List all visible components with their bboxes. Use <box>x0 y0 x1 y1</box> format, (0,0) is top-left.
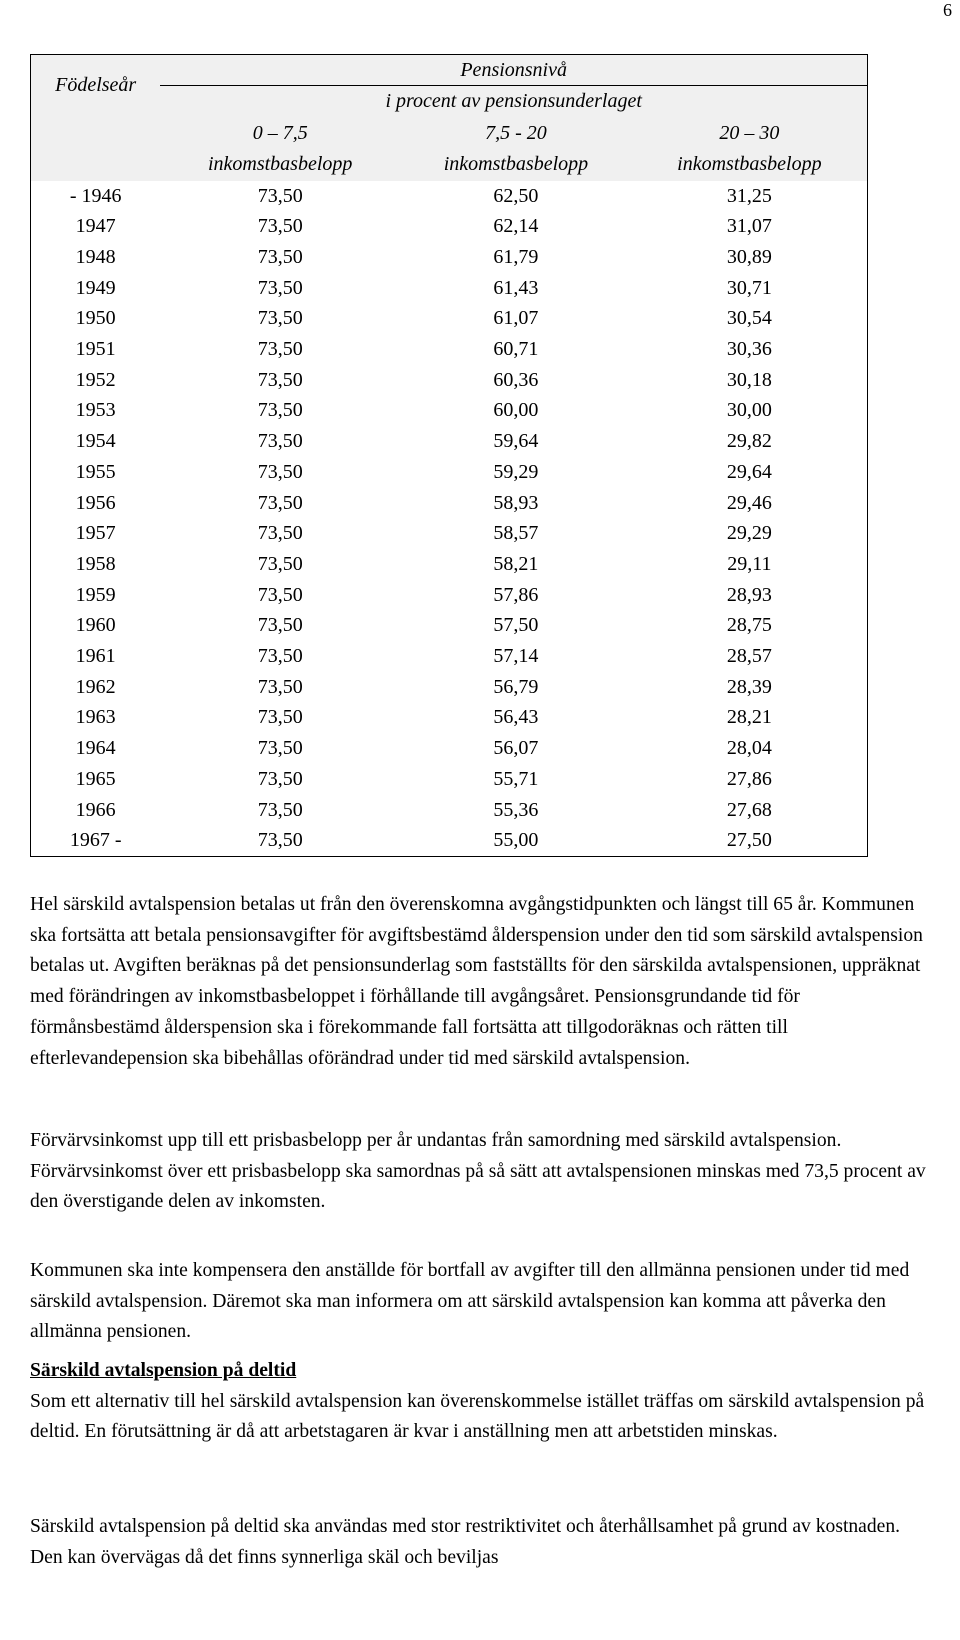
pension-level-cell: 73,50 <box>257 184 303 207</box>
pension-level-table <box>30 54 868 857</box>
paragraph-text: Förvärvsinkomst upp till ett prisbasbelopp per år undantas från samordning med särskild avtalspension. Förvärvsinkomst över ett prisbasbelopp ska samordnas på så sätt att avtalspensionen minskas med 73,5 procent av den överstigande delen av inkomsten. <box>30 1130 926 1213</box>
birth-year-cell: 1951 <box>31 334 161 365</box>
table-row <box>31 181 868 212</box>
pension-level-cell: 30,89 <box>632 242 868 273</box>
pension-level-cell: 73,50 <box>257 675 303 698</box>
pension-level-cell: 62,14 <box>493 215 539 238</box>
pension-level-cell: 73,50 <box>160 825 400 856</box>
table-row <box>31 426 868 457</box>
paragraph-text: Kommunen ska inte kompensera den anställde för bortfall av avgifter till den allmänna pensionen under tid med särskild avtalspension. Däremot ska man informera om att särskild avtalspension kan komma att påverka den allmänna pensionen. <box>30 1260 910 1343</box>
birth-year-cell: 1949 <box>31 273 161 304</box>
pension-level-cell: 60,00 <box>493 399 539 422</box>
pension-level-cell: 56,79 <box>493 675 539 698</box>
pension-level-cell: 57,14 <box>493 645 539 668</box>
table-row <box>31 365 868 396</box>
birth-year-cell: 1953 <box>31 395 161 426</box>
birth-year-cell: 1961 <box>31 641 161 672</box>
pension-level-cell: 28,39 <box>632 672 868 703</box>
birth-year-cell: 1963 <box>31 702 161 733</box>
pension-level-cell: 60,71 <box>493 338 539 361</box>
table-row <box>31 488 868 519</box>
birth-year-cell: 1967 - <box>31 825 161 856</box>
table-row <box>31 273 868 304</box>
pension-level-cell: 30,54 <box>632 303 868 334</box>
pension-level-cell: 58,93 <box>493 491 539 514</box>
table-row <box>31 457 868 488</box>
pension-level-cell: 28,57 <box>632 641 868 672</box>
table-row <box>31 211 868 242</box>
table-row <box>31 702 868 733</box>
pension-level-cell: 73,50 <box>257 430 303 453</box>
pension-level-cell: 29,11 <box>632 549 868 580</box>
pension-level-cell: 73,50 <box>257 368 303 391</box>
pension-level-cell: 30,18 <box>632 365 868 396</box>
pension-level-cell: 58,21 <box>493 552 539 575</box>
pension-level-cell: 28,93 <box>632 580 868 611</box>
pension-level-cell: 57,50 <box>493 614 539 637</box>
pension-level-cell: 29,64 <box>632 457 868 488</box>
table-row <box>31 303 868 334</box>
pension-level-cell: 61,79 <box>493 245 539 268</box>
paragraph-text: Som ett alternativ till hel särskild avtalspension kan överenskommelse istället träffas om särskild avtalspension på deltid. En förutsättning är då att arbetstagaren är kvar i anställning men att arbetstiden minskas. <box>30 1390 925 1443</box>
pension-level-cell: 73,50 <box>257 614 303 637</box>
pension-level-cell: 73,50 <box>257 737 303 760</box>
birth-year-cell: 1952 <box>31 365 161 396</box>
table-row <box>31 549 868 580</box>
pension-level-cell: 30,36 <box>632 334 868 365</box>
column-range: 0 – 7,5 <box>252 121 308 144</box>
paragraph-income-coordination <box>30 1126 930 1218</box>
table-row <box>31 334 868 365</box>
pension-level-cell: 29,82 <box>632 426 868 457</box>
column-header-1 <box>400 117 632 181</box>
birth-year-cell: 1957 <box>31 518 161 549</box>
page-number: 6 <box>943 0 952 20</box>
pension-level-cell: 28,04 <box>632 733 868 764</box>
header-level-line2: i procent av pensionsunderlaget <box>160 86 867 117</box>
pension-level-cell: 56,43 <box>493 706 539 729</box>
paragraph-full-pension <box>30 890 930 1074</box>
pension-level-cell: 27,68 <box>632 795 868 826</box>
table-row <box>31 610 868 641</box>
pension-level-cell: 73,50 <box>257 798 303 821</box>
birth-year-cell: 1954 <box>31 426 161 457</box>
pension-level-cell: 73,50 <box>257 276 303 299</box>
birth-year-cell: 1956 <box>31 488 161 519</box>
pension-level-cell: 61,43 <box>493 276 539 299</box>
pension-level-cell: 73,50 <box>257 245 303 268</box>
pension-level-cell: 73,50 <box>257 645 303 668</box>
pension-level-cell: 28,21 <box>632 702 868 733</box>
table-row <box>31 641 868 672</box>
pension-level-cell: 59,64 <box>493 430 539 453</box>
pension-level-cell: 30,00 <box>632 395 868 426</box>
paragraph-restriction <box>30 1512 930 1573</box>
table-row <box>31 395 868 426</box>
birth-year-cell: 1962 <box>31 672 161 703</box>
pension-level-cell: 73,50 <box>257 215 303 238</box>
column-unit: inkomstbasbelopp <box>677 152 822 175</box>
birth-year-cell: 1960 <box>31 610 161 641</box>
column-range: 20 – 30 <box>719 121 780 144</box>
pension-level-cell: 73,50 <box>257 522 303 545</box>
column-header-2 <box>632 117 868 181</box>
birth-year-cell: 1965 <box>31 764 161 795</box>
pension-level-cell: 60,36 <box>493 368 539 391</box>
table-row <box>31 672 868 703</box>
pension-level-cell: 31,25 <box>632 181 868 212</box>
pension-level-cell: 59,29 <box>493 460 539 483</box>
pension-level-cell: 55,36 <box>493 798 539 821</box>
paragraph-compensation <box>30 1256 930 1348</box>
paragraph-text: Särskild avtalspension på deltid ska användas med stor restriktivitet och återhållsamhet på grund av kostnaden. Den kan övervägas då det finns synnerliga skäl och beviljas <box>30 1516 901 1568</box>
pension-level-cell: 58,57 <box>493 522 539 545</box>
birth-year-cell: 1959 <box>31 580 161 611</box>
column-unit: inkomstbasbelopp <box>443 152 589 175</box>
pension-level-cell: 57,86 <box>493 583 539 606</box>
header-spacer <box>31 117 161 181</box>
birth-year-cell: - 1946 <box>31 181 161 212</box>
table-row <box>31 764 868 795</box>
pension-level-cell: 29,29 <box>632 518 868 549</box>
header-birth-year: Födelseår <box>31 55 161 117</box>
pension-level-cell: 73,50 <box>257 399 303 422</box>
birth-year-cell: 1966 <box>31 795 161 826</box>
table-row <box>31 242 868 273</box>
pension-level-cell: 29,46 <box>632 488 868 519</box>
birth-year-cell: 1950 <box>31 303 161 334</box>
pension-level-cell: 73,50 <box>257 338 303 361</box>
birth-year-cell: 1964 <box>31 733 161 764</box>
pension-level-cell: 73,50 <box>257 583 303 606</box>
pension-level-cell: 73,50 <box>257 552 303 575</box>
column-range: 7,5 - 20 <box>485 121 547 144</box>
table-body <box>31 181 868 857</box>
pension-level-cell: 27,86 <box>632 764 868 795</box>
column-header-0 <box>160 117 400 181</box>
pension-level-cell: 62,50 <box>493 184 539 207</box>
birth-year-cell: 1947 <box>31 211 161 242</box>
pension-level-cell: 31,07 <box>632 211 868 242</box>
birth-year-cell: 1958 <box>31 549 161 580</box>
pension-level-cell: 28,75 <box>632 610 868 641</box>
table-row <box>31 825 868 856</box>
paragraph-text: Hel särskild avtalspension betalas ut från den överenskomna avgångstidpunkten och längst till 65 år. Kommunen ska fortsätta att betala pensionsavgifter för avgiftsbestämd ålderspension under den tid som särskild avtalspension betalas ut. Avgiften beräknas på det pensionsunderlag som fastställts för den särskilda avtalspensionen, uppräknat med förändringen av inkomstbasbeloppet i förhållande till avgångsåret. Pensionsgrundande tid för förmånsbestämd ålderspension ska i förekommande fall fortsätta att tillgodoräknas och rätten till efterlevandepension ska bibehållas oförändrad under tid med särskild avtalspension. <box>30 894 923 1069</box>
pension-level-cell: 55,00 <box>400 825 632 856</box>
header-level-line1: Pensionsnivå <box>160 55 867 86</box>
table-row <box>31 795 868 826</box>
pension-level-cell: 73,50 <box>257 460 303 483</box>
pension-level-cell: 30,71 <box>632 273 868 304</box>
pension-level-cell: 73,50 <box>257 767 303 790</box>
pension-level-cell: 73,50 <box>257 307 303 330</box>
pension-level-cell: 73,50 <box>257 491 303 514</box>
pension-level-cell: 55,71 <box>493 767 539 790</box>
pension-level-cell: 73,50 <box>257 706 303 729</box>
table-row <box>31 733 868 764</box>
section-heading: Särskild avtalspension på deltid <box>30 1360 297 1381</box>
birth-year-cell: 1955 <box>31 457 161 488</box>
table-row <box>31 580 868 611</box>
column-unit: inkomstbasbelopp <box>207 152 353 175</box>
pension-level-cell: 61,07 <box>493 307 539 330</box>
birth-year-cell: 1948 <box>31 242 161 273</box>
pension-level-cell: 56,07 <box>493 737 539 760</box>
table-row <box>31 518 868 549</box>
section-part-time <box>30 1356 930 1448</box>
pension-level-cell: 27,50 <box>632 825 868 856</box>
